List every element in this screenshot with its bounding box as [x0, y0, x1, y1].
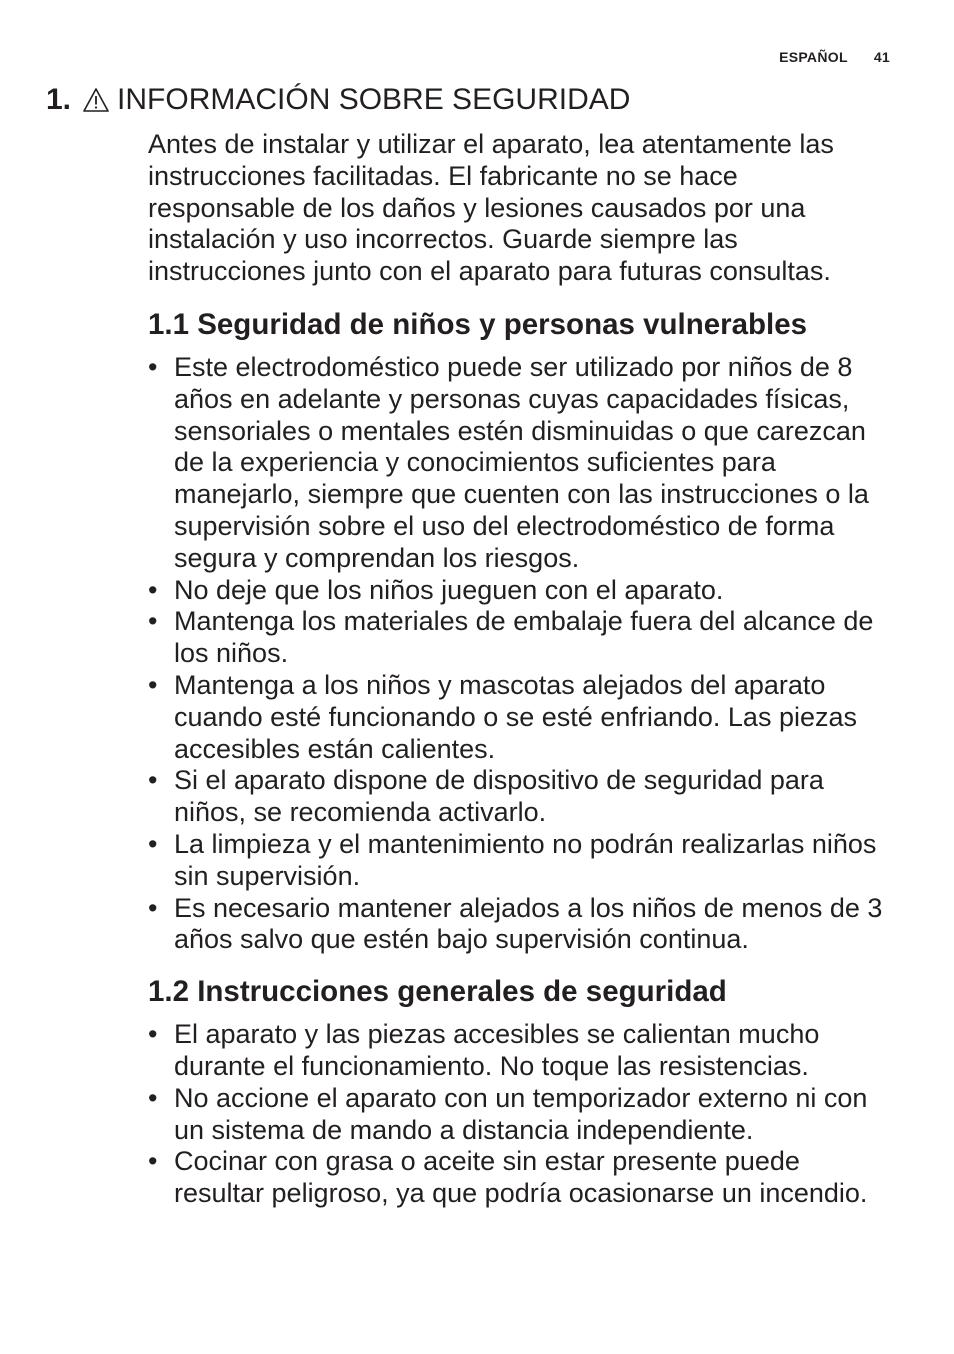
list-item — [148, 829, 888, 893]
list-item-text: Este electrodoméstico puede ser utilizado por niños de 8 años en adelante y personas cuyas capacidades físicas, sensoriales o mentales estén disminuidas o que carezcan de la experiencia y conocimientos suficientes para manejarlo, siempre que cuenten con las instrucciones o la supervisión sobre el uso del electrodoméstico de forma segura y comprendan los riesgos. — [174, 351, 869, 573]
subsection-title-1-1 — [148, 307, 888, 343]
intro-paragraph: Antes de instalar y utilizar el aparato, lea atentamente las instrucciones facilitadas. El fabricante no se hace responsable de los daños y lesiones causados por una instalación y uso incorrectos. Guarde siempre las instrucciones junto con el aparato para futuras consultas. — [148, 129, 834, 287]
bullet-icon: • — [148, 574, 158, 605]
language-label: ESPAÑOL — [779, 49, 848, 65]
list-item — [148, 1146, 888, 1210]
section-title — [46, 82, 630, 118]
list-item-text: No deje que los niños jueguen con el aparato. — [174, 574, 724, 605]
list-item — [148, 1083, 888, 1147]
bullet-icon: • — [148, 765, 158, 796]
bullet-icon: • — [148, 1146, 158, 1177]
bullet-icon: • — [148, 351, 158, 382]
list-item-text: La limpieza y el mantenimiento no podrán realizarlas niños sin supervisión. — [174, 828, 877, 891]
list-item — [148, 1019, 888, 1083]
list-item-text: Cocinar con grasa o aceite sin estar presente puede resultar peligroso, ya que podría ocasionarse un incendio. — [174, 1146, 868, 1209]
bullet-icon: • — [148, 606, 158, 637]
list-item-text: Si el aparato dispone de dispositivo de seguridad para niños, se recomienda activarlo. — [174, 765, 824, 828]
list-item-text: Mantenga los materiales de embalaje fuera del alcance de los niños. — [174, 606, 874, 669]
section-heading-text: INFORMACIÓN SOBRE SEGURIDAD — [117, 83, 631, 116]
bullet-icon: • — [148, 1082, 158, 1113]
section-number: 1. — [46, 83, 72, 116]
list-item-text: El aparato y las piezas accesibles se calientan mucho durante el funcionamiento. No toque las resistencias. — [174, 1019, 820, 1081]
warning-triangle-icon — [83, 87, 109, 113]
bullet-icon: • — [148, 892, 158, 923]
page-header — [779, 49, 890, 65]
list-item-text: Es necesario mantener alejados a los niños de menos de 3 años salvo que estén bajo supervisión continua. — [174, 892, 883, 955]
bullet-list-general-safety — [148, 1019, 888, 1210]
subsection-heading-text: Instrucciones generales de seguridad — [197, 975, 727, 1009]
list-item — [148, 352, 888, 575]
subsection-title-1-2 — [148, 974, 888, 1010]
list-item-text: No accione el aparato con un temporizador externo ni con un sistema de mando a distancia independiente. — [174, 1082, 868, 1145]
list-item — [148, 670, 888, 765]
list-item — [148, 893, 888, 957]
bullet-list-children-safety — [148, 352, 888, 956]
list-item-text: Mantenga a los niños y mascotas alejados del aparato cuando esté funcionando o se esté enfriando. Las piezas accesibles están calientes. — [174, 669, 857, 764]
subsection-heading-text: Seguridad de niños y personas vulnerables — [197, 307, 808, 341]
list-item — [148, 575, 888, 607]
bullet-icon: • — [148, 669, 158, 700]
list-item — [148, 606, 888, 670]
main-content — [148, 129, 888, 1210]
subsection-number: 1.1 — [148, 307, 190, 341]
bullet-icon: • — [148, 828, 158, 859]
page-number: 41 — [873, 49, 890, 65]
bullet-icon: • — [148, 1019, 158, 1050]
subsection-number: 1.2 — [148, 975, 190, 1009]
list-item — [148, 765, 888, 829]
